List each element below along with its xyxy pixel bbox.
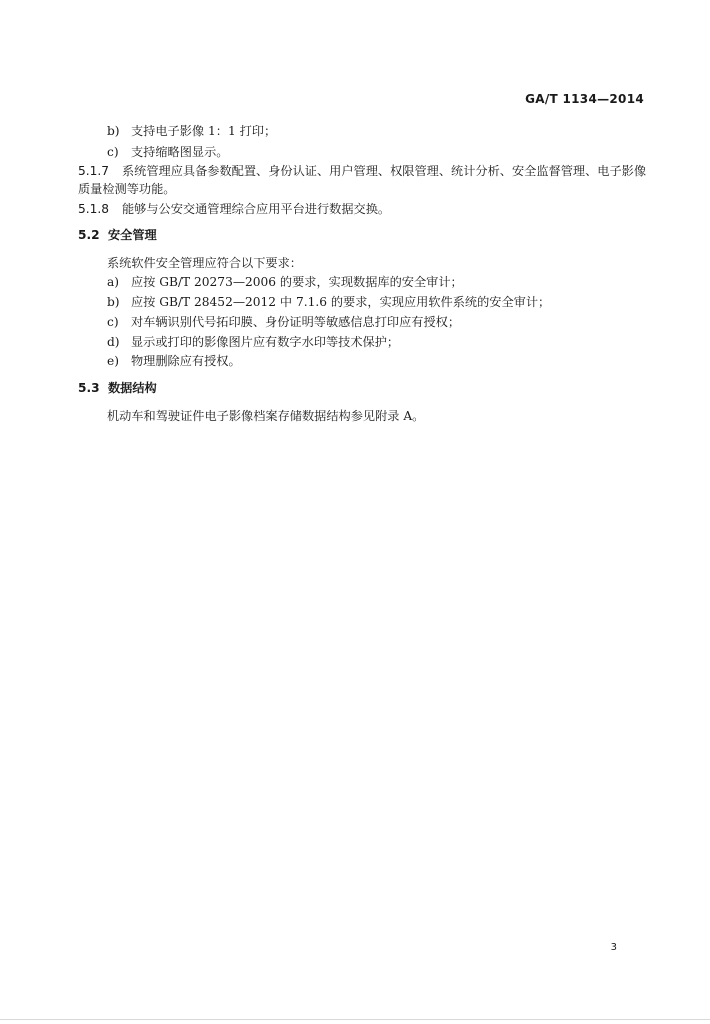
clause-5-1-7-continued [78, 179, 648, 199]
list-item [107, 351, 648, 371]
clause-text: 质量检测等功能。 [78, 182, 176, 196]
section-heading-5-3 [78, 378, 648, 398]
section-number: 5.2 [78, 228, 100, 242]
list-marker: c) [107, 315, 119, 329]
clause-number: 5.1.7 [78, 164, 110, 178]
clause-number: 5.1.8 [78, 202, 110, 216]
list-item [107, 332, 648, 352]
list-marker: d) [107, 335, 120, 349]
list-item-text: 应按 GB/T 28452—2012 中 7.1.6 的要求，实现应用软件系统的安全审计； [131, 295, 551, 309]
section-number: 5.3 [78, 381, 100, 395]
list-item [107, 272, 648, 292]
list-marker: b) [107, 295, 120, 309]
document-code-header: GA/T 1134—2014 [525, 92, 644, 106]
section-title: 数据结构 [108, 381, 157, 395]
section-body: 机动车和驾驶证件电子影像档案存储数据结构参见附录 A。 [107, 409, 425, 423]
list-item-text: 显示或打印的影像图片应有数字水印等技术保护； [131, 335, 400, 349]
clause-5-1-8 [78, 199, 648, 219]
list-item [107, 292, 648, 312]
list-item-text: 对车辆识别代号拓印膜、身份证明等敏感信息打印应有授权； [131, 315, 461, 329]
page-bottom-divider [0, 1019, 710, 1020]
section-intro: 系统软件安全管理应符合以下要求： [107, 256, 302, 270]
list-item-text: 应按 GB/T 20273—2006 的要求，实现数据库的安全审计； [131, 275, 463, 289]
list-item [107, 142, 648, 162]
clause-text: 能够与公安交通管理综合应用平台进行数据交换。 [122, 202, 391, 216]
list-item-text: 支持缩略图显示。 [131, 145, 229, 159]
section-heading-5-2 [78, 225, 648, 245]
list-item-text: 物理删除应有授权。 [131, 354, 241, 368]
page-number: 3 [610, 942, 617, 953]
list-marker: c) [107, 145, 119, 159]
list-marker: b) [107, 124, 120, 138]
list-marker: e) [107, 354, 119, 368]
clause-text: 系统管理应具备参数配置、身份认证、用户管理、权限管理、统计分析、安全监督管理、电子影像 [122, 164, 647, 178]
section-title: 安全管理 [108, 228, 157, 242]
clause-5-1-7 [78, 161, 648, 181]
list-item [107, 121, 648, 141]
list-marker: a) [107, 275, 120, 289]
list-item-text: 支持电子影像 1：1 打印； [131, 124, 277, 138]
list-item [107, 312, 648, 332]
